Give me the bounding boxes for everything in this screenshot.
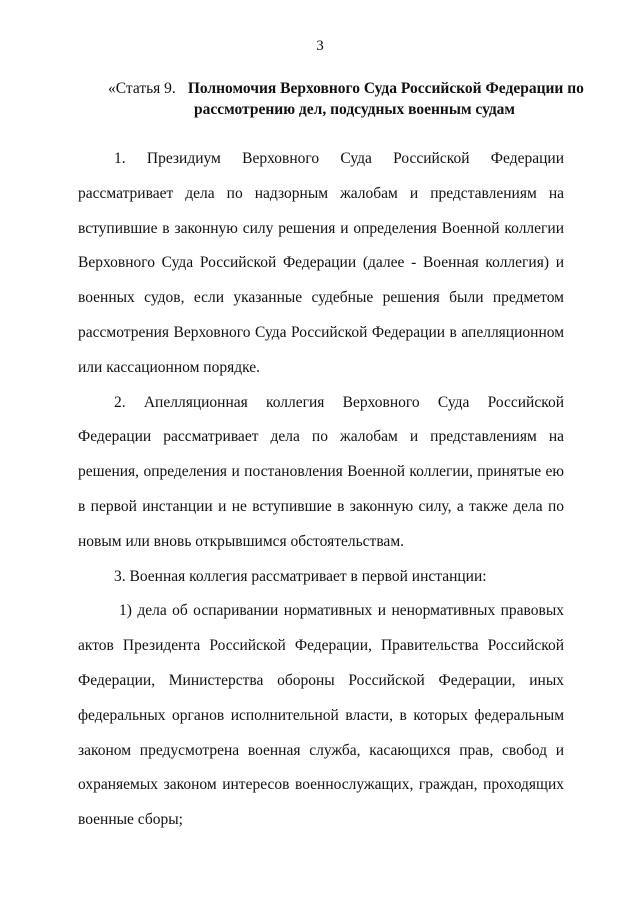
page-number: 3 bbox=[316, 38, 324, 54]
paragraph-appeals-board: 2. Апелляционная коллегия Верховного Суда Российской Федерации рассматривает дела по жалобам и представлениям на решения, определения и постановления Военной коллегии, принятые ею в первой инстанции и не вступившие в законную силу, а также дела по новым или вновь открывшимся обстоятельствам. bbox=[78, 393, 564, 550]
article-number: «Статья 9. bbox=[108, 80, 176, 97]
paragraph-presidium: 1. Президиум Верховного Суда Российской Федерации рассматривает дела по надзорным жалобам и представлениям на вступившие в законную силу решения и определения Военной коллегии Верховного Суда Российской Федерации (далее - Военная коллегия) и военных судов, если указанные судебные решения были предметом рассмотрения Верховного Суда Российской Федерации в апелляционном или кассационном порядке. bbox=[78, 150, 564, 376]
article-title-line1: Полномочия Верховного Суда Российской Федерации по bbox=[187, 80, 584, 97]
article-heading-line1 bbox=[108, 78, 584, 99]
paragraph-item-1: 1) дела об оспаривании нормативных и ненормативных правовых актов Президента Российской Федерации, Правительства Российской Федерации, Министерства обороны Российской Федерации, иных федеральных органов исполнительной власти, в которых федеральным законом предусмотрена военная служба, касающихся прав, свобод и охраняемых законом интересов военнослужащих, граждан, проходящих военные сборы; bbox=[78, 602, 564, 829]
paragraph-military-board: 3. Военная коллегия рассматривает в первой инстанции: bbox=[114, 567, 487, 585]
article-body bbox=[78, 142, 564, 838]
article-title-line2: рассмотрению дел, подсудных военным судам bbox=[194, 101, 515, 118]
article-heading bbox=[108, 78, 584, 120]
